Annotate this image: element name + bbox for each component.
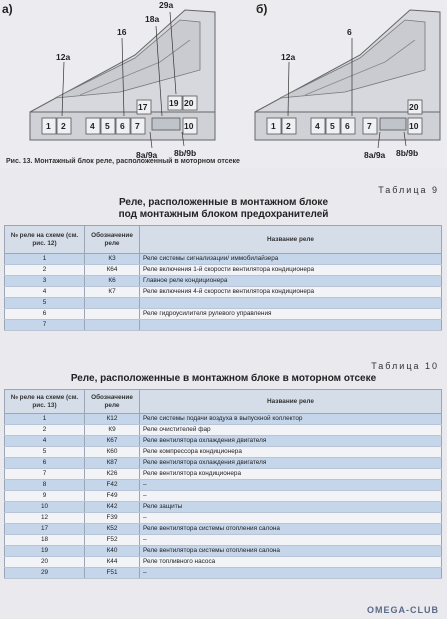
label-8b9b-b: 8b/9b [396,148,419,158]
socket-b-4: 4 [315,121,320,131]
panel-a-letter: а) [2,2,13,16]
relay-code-cell [85,320,140,331]
relay-name-cell: Реле включения 1-й скорости вентилятора кондиционера [140,265,442,276]
table10 [4,389,442,579]
relay-code-cell: К7 [85,287,140,298]
relay-number-cell: 7 [5,469,85,480]
relay-code-cell [85,309,140,320]
relay-name-cell: Реле защиты [140,502,442,513]
label-8a9a: 8a/9a [136,150,158,160]
relay-number-cell: 18 [5,535,85,546]
relay-name-cell [140,298,442,309]
socket-b-1: 1 [271,121,276,131]
relay-number-cell: 1 [5,254,85,265]
figure-caption: Рис. 13. Монтажный блок реле, расположенный в моторном отсеке [6,158,240,165]
table10-body [5,414,442,579]
relay-number-cell: 20 [5,557,85,568]
table-row [5,436,442,447]
relay-name-cell: Реле вентилятора охлаждения двигателя [140,458,442,469]
table9-title-line2: под монтажным блоком предохранителей [118,209,329,220]
relay-code-cell: F39 [85,513,140,524]
table10-number: Таблица 10 [371,361,439,371]
relay-name-cell: – [140,535,442,546]
relay-code-cell: К40 [85,546,140,557]
table9-header-code: Обозначение реле [85,226,140,254]
table9-title-line1: Реле, расположенные в монтажном блоке [118,197,329,208]
table-row [5,557,442,568]
relay-code-cell: F49 [85,491,140,502]
label-12a: 12a [56,52,71,62]
table10-header-num: № реле на схеме (см. рис. 13) [5,390,85,414]
socket-a-1: 1 [46,121,51,131]
table-row [5,309,442,320]
label-8a9a-b: 8a/9a [364,150,386,160]
relay-name-cell: Реле включения 4-й скорости вентилятора кондиционера [140,287,442,298]
socket-a-17: 17 [138,102,148,112]
socket-a-10: 10 [184,121,194,131]
socket-b-20: 20 [409,102,419,112]
relay-name-cell: – [140,568,442,579]
relay-name-cell: Реле компрессора кондиционера [140,447,442,458]
relay-number-cell: 9 [5,491,85,502]
socket-b-6: 6 [345,121,350,131]
label-18a: 18a [145,14,160,24]
socket-a-7: 7 [135,121,140,131]
table-row [5,287,442,298]
relay-code-cell: F52 [85,535,140,546]
table-row [5,254,442,265]
table10-header-name: Название реле [140,390,442,414]
relay-number-cell: 4 [5,287,85,298]
socket-a-6: 6 [120,121,125,131]
panel-b-letter: б) [256,2,268,16]
relay-block-figure [0,0,447,168]
relay-code-cell: F51 [85,568,140,579]
socket-a-19: 19 [169,98,179,108]
relay-number-cell: 5 [5,298,85,309]
relay-number-cell: 2 [5,425,85,436]
relay-number-cell: 17 [5,524,85,535]
table-row [5,320,442,331]
table9-header-name: Название реле [140,226,442,254]
table-row [5,480,442,491]
table9-header-row [5,226,442,254]
table-row [5,568,442,579]
table-row [5,265,442,276]
relay-code-cell: К12 [85,414,140,425]
table-row [5,491,442,502]
socket-b-5: 5 [330,121,335,131]
label-29a: 29a [159,0,174,10]
socket-b-2: 2 [286,121,291,131]
relay-code-cell: К52 [85,524,140,535]
table-row [5,502,442,513]
relay-code-cell: К60 [85,447,140,458]
label-12a-b: 12a [281,52,296,62]
relay-name-cell: Реле вентилятора системы отопления салона [140,524,442,535]
watermark-logo: OMEGA-CLUB [367,605,439,615]
label-16: 16 [117,27,127,37]
relay-code-cell: К42 [85,502,140,513]
relay-code-cell: К3 [85,254,140,265]
label-8b9b: 8b/9b [174,148,197,158]
table-row [5,276,442,287]
relay-number-cell: 7 [5,320,85,331]
relay-code-cell: К87 [85,458,140,469]
table-row [5,469,442,480]
socket-a-20: 20 [184,98,194,108]
relay-name-cell: Реле вентилятора охлаждения двигателя [140,436,442,447]
table-row [5,414,442,425]
relay-number-cell: 10 [5,502,85,513]
relay-name-cell: Реле системы подачи воздуха в выпускной коллектор [140,414,442,425]
relay-name-cell: Реле вентилятора системы отопления салона [140,546,442,557]
relay-number-cell: 1 [5,414,85,425]
socket-a-4: 4 [90,121,95,131]
label-6-b: 6 [347,27,352,37]
table-row [5,298,442,309]
table9-header-num: № реле на схеме (см. рис. 12) [5,226,85,254]
table-row [5,513,442,524]
relay-number-cell: 6 [5,309,85,320]
relay-name-cell: Реле гидроусилителя рулевого управления [140,309,442,320]
table9-body [5,254,442,331]
table-row [5,458,442,469]
relay-name-cell: Главное реле кондиционера [140,276,442,287]
relay-name-cell: Реле вентилятора кондиционера [140,469,442,480]
relay-name-cell: – [140,513,442,524]
relay-name-cell: – [140,480,442,491]
table10-title: Реле, расположенные в монтажном блоке в моторном отсеке [70,373,377,384]
table10-header-row [5,390,442,414]
socket-b-7: 7 [367,121,372,131]
table-row [5,546,442,557]
relay-name-cell: Реле очистителей фар [140,425,442,436]
table-row [5,524,442,535]
relay-name-cell: Реле топливного насоса [140,557,442,568]
relay-number-cell: 19 [5,546,85,557]
socket-b-10: 10 [409,121,419,131]
relay-code-cell [85,298,140,309]
relay-number-cell: 8 [5,480,85,491]
table-row [5,425,442,436]
relay-code-cell: К6 [85,276,140,287]
relay-code-cell: К44 [85,557,140,568]
table-row [5,447,442,458]
relay-number-cell: 6 [5,458,85,469]
relay-number-cell: 5 [5,447,85,458]
relay-code-cell: К64 [85,265,140,276]
relay-block-drawing [0,0,447,168]
socket-a-5: 5 [105,121,110,131]
relay-code-cell: F42 [85,480,140,491]
table-row [5,535,442,546]
relay-number-cell: 2 [5,265,85,276]
relay-number-cell: 4 [5,436,85,447]
table10-header-code: Обозначение реле [85,390,140,414]
relay-code-cell: К9 [85,425,140,436]
relay-code-cell: К67 [85,436,140,447]
table9 [4,225,442,331]
relay-name-cell: – [140,491,442,502]
relay-name-cell [140,320,442,331]
relay-number-cell: 29 [5,568,85,579]
table9-number: Таблица 9 [378,185,439,195]
relay-number-cell: 12 [5,513,85,524]
relay-code-cell: К26 [85,469,140,480]
relay-name-cell: Реле системы сигнализации/ иммобилайзера [140,254,442,265]
relay-number-cell: 3 [5,276,85,287]
socket-a-2: 2 [61,121,66,131]
